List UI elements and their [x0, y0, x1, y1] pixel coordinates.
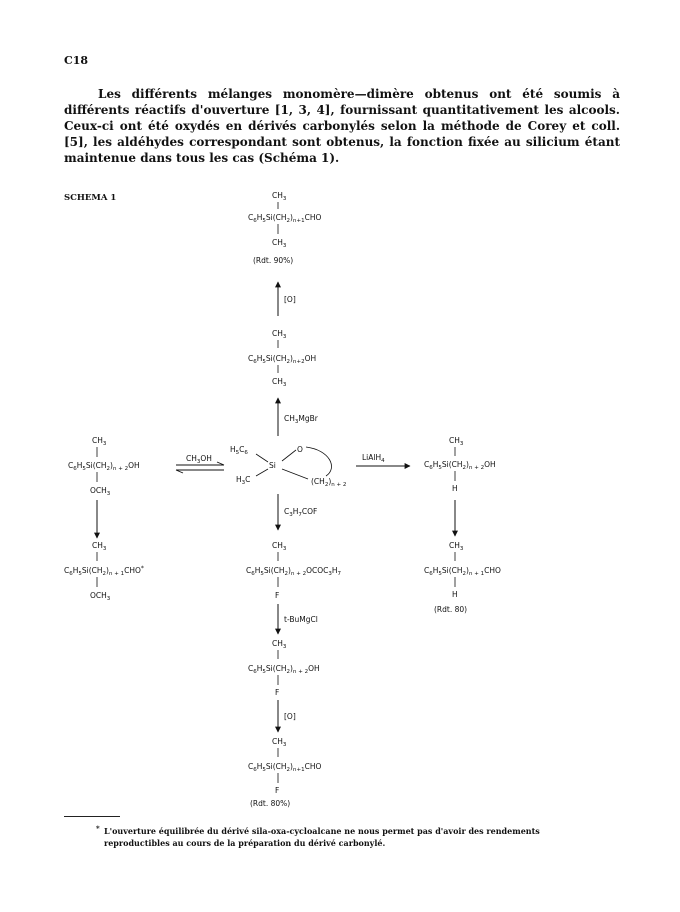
- reagent-oxidation-top: [O]: [284, 295, 296, 304]
- footnote-text: L'ouverture équilibrée du dérivé sila-oxa-cycloalcane ne nous permet pas d'avoir des rendements reproductibles au cours de la préparation du dérivé carbonylé.: [104, 826, 540, 848]
- footnote-divider: [64, 816, 120, 817]
- svg-text:CH3: $CH_3$: [449, 541, 464, 552]
- svg-text:CH3: $CH_3$: [272, 639, 287, 650]
- reagent-oxidation-bottom: [O]: [284, 712, 296, 721]
- svg-text:CH3: $CH_3$: [272, 191, 287, 202]
- svg-text:H: H: [452, 590, 458, 599]
- page-header-code: C18: [64, 54, 89, 67]
- svg-text:C6H5Si(CH2)n + 2OH: $C_6H_5Si(CH_2)_{n + 2}OH$: [248, 664, 320, 675]
- compound-fluoro-alcohol: [248, 639, 320, 697]
- svg-text:F: F: [275, 786, 280, 795]
- svg-text:C6H5Si(CH2)n + 1CHO: $C_6H_5Si(CH_2)_{n + 1}CHO$: [424, 566, 501, 577]
- yield-bottom: (Rdt. 80%): [250, 799, 291, 808]
- schema-label: SCHEMA 1: [64, 193, 117, 203]
- reagent-tbumgcl: t-BuMgCl: [284, 615, 318, 624]
- svg-text:C6H5Si(CH2)n + 1CHO*: $C_6H_5Si(CH_2)_{n + 1}CHO^*$: [64, 565, 144, 577]
- svg-text:OCH3: $OCH_3$: [90, 591, 111, 602]
- svg-text:C6H5Si(CH2)n + 2OH: $C_6H_5Si(CH_2)_{n + 2}OH$: [424, 460, 496, 471]
- svg-text:CH3: $CH_3$: [449, 436, 464, 447]
- reagent-ch3oh: $CH_3OH$: [186, 454, 212, 465]
- svg-text:Si: Si: [269, 461, 276, 470]
- svg-text:C6H5Si(CH2)n + 2OH: $C_6H_5Si(CH_2)_{n + 2}OH$: [68, 461, 140, 472]
- svg-text:F: F: [275, 688, 280, 697]
- svg-text:H3C: $H_3C$: [236, 475, 251, 486]
- compound-methoxy-alcohol: [68, 436, 140, 497]
- svg-text:CH3: $CH_3$: [272, 541, 287, 552]
- svg-text:CH3: $CH_3$: [272, 238, 287, 249]
- yield-right: (Rdt. 80): [434, 605, 468, 614]
- compound-sila-oxa-cycloalkane: [230, 445, 346, 488]
- compound-fluoro-ester: [246, 541, 342, 600]
- reagent-c3h7cof: $C_3H_7COF$: [284, 507, 318, 518]
- svg-text:C6H5Si(CH2)n + 2OCOC3H7: $C_6H_5Si(CH_2)_{n + 2}OCOC_3H_7$: [246, 566, 341, 577]
- svg-text:H: H: [452, 484, 458, 493]
- svg-text:OCH3: $OCH_3$: [90, 486, 111, 497]
- compound-methoxy-aldehyde: [64, 541, 144, 602]
- svg-text:CH3: $CH_3$: [92, 436, 107, 447]
- svg-text:CH3: $CH_3$: [272, 329, 287, 340]
- compound-top-aldehyde: [248, 191, 321, 265]
- svg-text:O: O: [297, 445, 303, 454]
- yield-top: (Rdt. 90%): [253, 256, 294, 265]
- svg-text:(CH2)n + 2: $(CH_2)_{n + 2}$: [311, 477, 347, 488]
- svg-text:CH3: $CH_3$: [92, 541, 107, 552]
- paragraph-text: Les différents mélanges monomère—dimère obtenus ont été soumis à différents réactifs d'ouverture [1, 3, 4], fournissant quantitativement les alcools. Ceux-ci ont été oxydés en dérivés carbonylés selon la méthode de Corey et coll. [5], les aldéhydes correspondant sont obtenus, la fonction fixée au silicium étant maintenue dans tous les cas (Schéma 1).: [64, 87, 620, 165]
- compound-hydrido-aldehyde: [424, 541, 501, 614]
- compound-dimethyl-alcohol: [248, 329, 316, 388]
- svg-text:C6H5Si(CH2)n+1CHO: $C_6H_5Si(CH_2)_{n+1}CHO$: [248, 762, 322, 773]
- footnote: [96, 824, 604, 849]
- compound-fluoro-aldehyde: [248, 737, 321, 808]
- svg-text:F: F: [275, 591, 280, 600]
- compound-hydrido-alcohol: [424, 436, 496, 493]
- svg-text:H5C6: $H_5C_6$: [230, 445, 248, 456]
- reagent-lialh4: LiAlH$_4$: [362, 453, 385, 464]
- svg-text:C6H5Si(CH2)n+1CHO: $C_6H_5Si(CH_2)_{n+1}CHO$: [248, 213, 322, 224]
- reagent-ch3mgbr: $CH_3MgBr$: [284, 414, 318, 425]
- svg-text:C6H5Si(CH2)n+2OH: $C_6H_5Si(CH_2)_{n+2}OH$: [248, 354, 317, 365]
- svg-text:CH3: $CH_3$: [272, 377, 287, 388]
- footnote-mark: *: [96, 824, 100, 833]
- svg-text:CH3: $CH_3$: [272, 737, 287, 748]
